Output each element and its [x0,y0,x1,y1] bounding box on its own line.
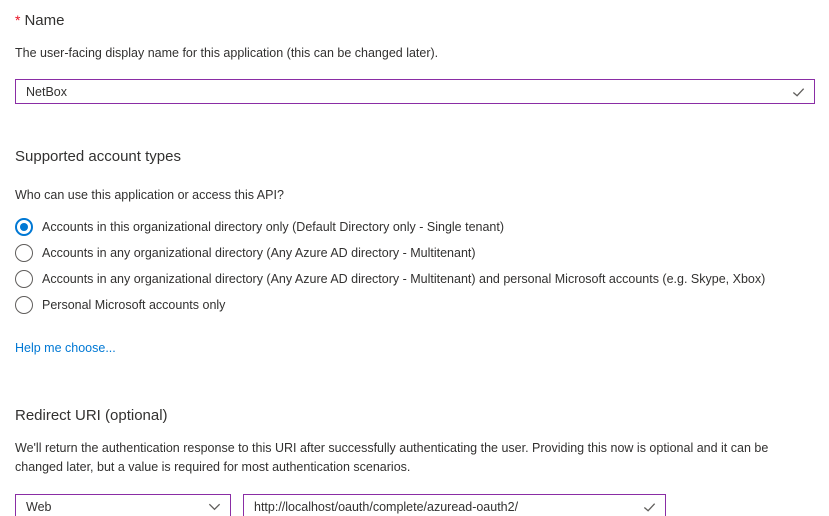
account-types-title: Supported account types [15,148,181,165]
name-section-title [15,12,815,29]
name-input[interactable] [16,80,814,103]
radio-button-icon[interactable] [15,244,33,262]
platform-select[interactable] [15,494,231,516]
supported-account-types-section [15,148,815,357]
account-types-radio-group [15,214,815,318]
radio-option-single-tenant[interactable] [15,214,815,240]
radio-option-label: Personal Microsoft accounts only [42,298,226,312]
redirect-uri-input[interactable] [244,495,665,516]
radio-option-label: Accounts in this organizational directory only (Default Directory only - Single tenant) [42,220,505,234]
radio-button-icon[interactable] [15,296,33,314]
radio-button-icon[interactable] [15,270,33,288]
platform-select-value: Web [26,499,52,514]
radio-option-label: Accounts in any organizational directory (Any Azure AD directory - Multitenant) [42,246,476,260]
help-me-choose-link[interactable]: Help me choose... [15,341,116,355]
required-asterisk: * [15,12,21,28]
name-section [15,12,815,104]
radio-button-icon[interactable] [15,218,33,236]
radio-option-personal-only[interactable] [15,292,815,318]
chevron-down-icon [207,499,222,514]
name-title-text: Name [24,12,65,29]
redirect-uri-description: We'll return the authentication response to this URI after successfully authenticating the user. Providing this now is optional and it can be changed later, but a value is required for most authentication scenarios. [15,441,769,474]
radio-option-label: Accounts in any organizational directory (Any Azure AD directory - Multitenant) and personal Microsoft accounts (e.g. Skype, Xbox) [42,272,766,286]
radio-option-multitenant-personal[interactable] [15,266,815,292]
name-input-container [15,79,815,104]
redirect-uri-input-container [243,494,666,516]
redirect-uri-row [15,494,815,516]
account-types-question: Who can use this application or access this API? [15,188,284,202]
redirect-uri-section [15,407,815,516]
radio-option-multitenant[interactable] [15,240,815,266]
name-description: The user-facing display name for this application (this can be changed later). [15,46,439,60]
valid-checkmark-icon [791,84,806,99]
valid-checkmark-icon [642,499,657,514]
redirect-uri-title: Redirect URI (optional) [15,407,168,424]
